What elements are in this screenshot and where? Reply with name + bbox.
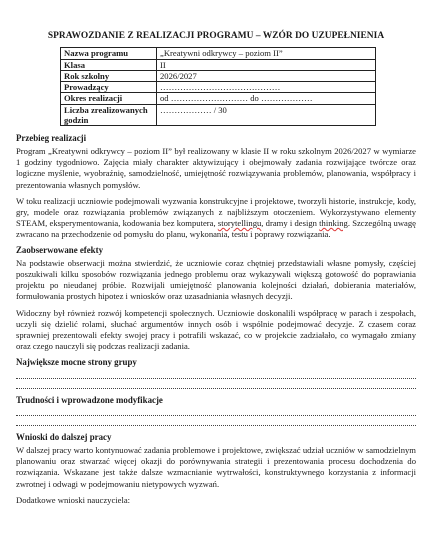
- section-heading: Największe mocne strony grupy: [16, 357, 137, 368]
- period-value: od ……………………… do ………………: [157, 93, 376, 104]
- school-year-value: 2026/2027: [157, 70, 376, 81]
- fill-in-lines[interactable]: [16, 372, 416, 389]
- paragraph: Widoczny był również rozwój kompetencji społecznych. Uczniowie doskonalili współpracę w parach i zespołach, uczyli się dzielić rolami, słuchać argumentów innych osób i wspólnie podejmować decyzje. Z czasem coraz sprawniej prezentowali efekty swojej pracy i potrafili wskazać, co w projekcie zadziałało, co wymagało zmiany oraz czego nauczyli się podczas realizacji zadania.: [16, 307, 416, 352]
- period-label: Okres realizacji: [61, 93, 157, 104]
- teacher-value: ……………………………………: [157, 82, 376, 93]
- dotted-line: [16, 419, 416, 426]
- section-heading: Wnioski do dalszej pracy: [16, 432, 112, 443]
- section-heading: Trudności i wprowadzone modyfikacje: [16, 394, 163, 405]
- school-year-label: Rok szkolny: [61, 70, 157, 81]
- paragraph: W dalszej pracy warto kontynuować zadania problemowe i projektowe, zwiększać udział uczniów w samodzielnym planowaniu oraz stwarzać więcej okazji do porównywania strategii i prezentowania procesu dochodzenia do rozwiązania. Wskazane jest także dalsze wzmacnianie wytrwałości, konstruktywnego korzystania z informacji zwrotnej i odwagi w podejmowaniu nietypowych wyzwań.: [16, 445, 416, 489]
- spellcheck-word: thinking: [319, 218, 348, 229]
- program-info-table: [60, 47, 376, 126]
- dotted-line: [16, 372, 416, 379]
- hours-value: ……………… / 30: [157, 104, 376, 126]
- program-name-value: „Kreatywni odkrywcy – poziom II”: [157, 48, 376, 59]
- table-row: [61, 48, 376, 59]
- class-label: Klasa: [61, 59, 157, 70]
- dotted-line: [16, 382, 416, 389]
- section-wnioski: [16, 432, 416, 505]
- teacher-label: Prowadzący: [61, 82, 157, 93]
- document-title: SPRAWOZDANIE Z REALIZACJI PROGRAMU – WZÓR DO UZUPEŁNIENIA: [47, 31, 385, 41]
- paragraph: Dodatkowe wnioski nauczyciela:: [16, 494, 131, 505]
- fill-in-lines[interactable]: [16, 409, 416, 426]
- section-mocne-strony: [16, 357, 416, 389]
- table-row: [61, 59, 376, 70]
- section-przebieg: [16, 133, 416, 240]
- section-efekty: [16, 245, 416, 352]
- spellcheck-word: storytellingu: [217, 218, 262, 229]
- table-row: [61, 104, 376, 126]
- paragraph: Program „Kreatywni odkrywcy – poziom II” był realizowany w klasie II w roku szkolnym 2026/2027 w wymiarze 1 godziny tygodniowo. Zajęcia miały charakter aktywizujący i obejmowały zadania rozwijające twórcze oraz logiczne myślenie, wyobraźnię, samodzielność, umiejętność rozwiązywania problemów, planowania, współpracy i prezentowania własnych pomysłów.: [16, 145, 416, 190]
- paragraph: Na podstawie obserwacji można stwierdzić, że uczniowie coraz chętniej przedstawiali własne pomysły, częściej poszukiwali kilku sposobów rozwiązania jednego problemu oraz wykazywali większą gotowość do poprawiania projektu po nieudanej próbie. Rozwijali umiejętność planowania kolejności działań, dobierania materiałów, formułowania prostych hipotez i wniosków oraz uzasadniania własnych decyzji.: [16, 257, 416, 302]
- dotted-line: [16, 409, 416, 416]
- table-row: [61, 82, 376, 93]
- class-value: II: [157, 59, 376, 70]
- section-trudnosci: [16, 395, 416, 427]
- program-name-label: Nazwa programu: [61, 48, 157, 59]
- section-heading: Zaobserwowane efekty: [16, 245, 104, 256]
- section-heading: Przebieg realizacji: [16, 133, 87, 144]
- table-row: [61, 70, 376, 81]
- table-row: [61, 93, 376, 104]
- hours-label: Liczba zrealizowanych godzin: [61, 104, 157, 126]
- paragraph: W toku realizacji uczniowie podejmowali wyzwania konstrukcyjne i projektowe, tworzyli historie, instrukcje, kody, gry, modele oraz rozwiązania problemów związanych z najbliższym otoczeniem. Wykorzystywano elementy STEAM, eksperymentowania, kodowania bez komputera, storytellingu, dramy i design thinking. Szczególną uwagę zwracano na przechodzenie od pomysłu do planu, wykonania, testu i poprawy rozwiązania.: [16, 195, 416, 240]
